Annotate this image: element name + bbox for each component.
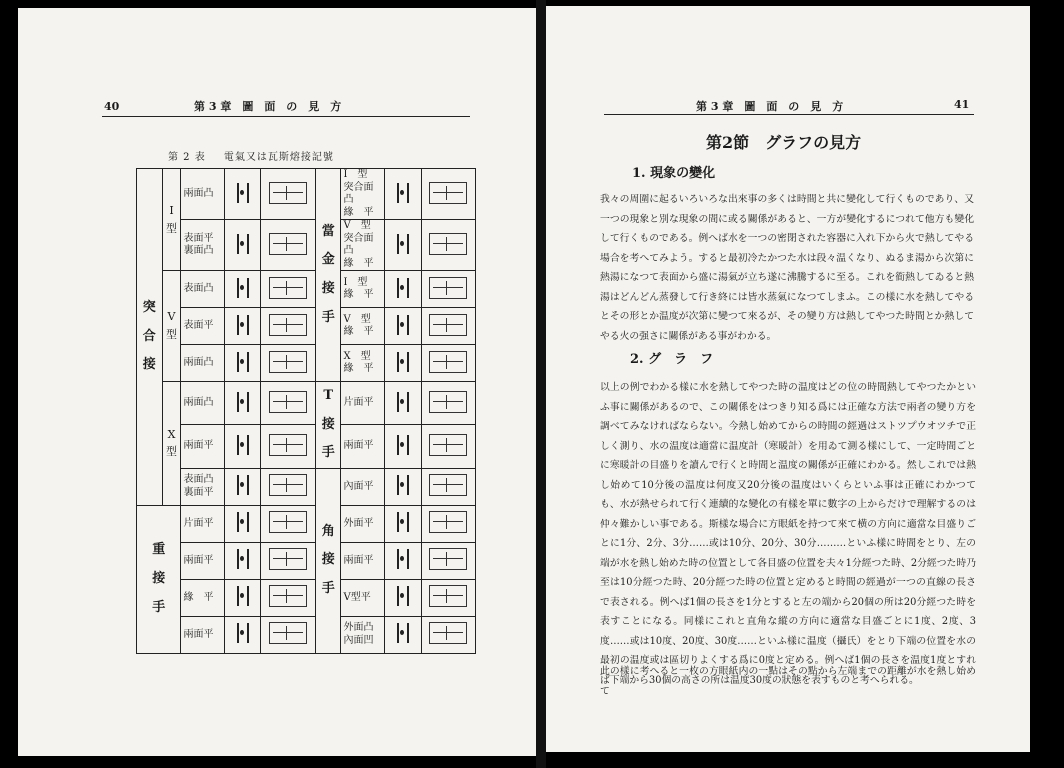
table-row — [137, 425, 476, 468]
table-row — [137, 579, 476, 616]
joint-finish-label: 表面平 — [181, 308, 224, 345]
joint-finish-label: V 型 緣 平 — [341, 308, 384, 345]
weld-symbol — [224, 345, 261, 382]
joint-finish-label: 兩面平 — [341, 542, 384, 579]
joint-finish-label: 表面平 裏面凸 — [181, 220, 224, 271]
weld-symbol-icon — [397, 435, 409, 455]
joint-diagram-icon — [269, 511, 307, 533]
joint-finish-label: 表面凸 — [181, 271, 224, 308]
joint-diagram-icon — [269, 233, 307, 255]
joint-group-label: 突 合 接 — [137, 169, 163, 506]
weld-symbol — [224, 308, 261, 345]
weld-symbol-icon — [237, 475, 249, 495]
joint-finish-label: 兩面平 — [181, 616, 224, 653]
joint-diagram-icon — [429, 474, 467, 496]
joint-finish-label: 緣 平 — [181, 579, 224, 616]
weld-symbol — [224, 616, 261, 653]
joint-finish-label: 內面平 — [341, 468, 384, 505]
subsection-title: 2. グ ラ フ — [630, 352, 714, 367]
joint-diagram — [261, 616, 315, 653]
joint-diagram-icon — [429, 391, 467, 413]
section-title: 第2節 グラフの見方 — [706, 133, 862, 152]
joint-group-label: T 接 手 — [315, 382, 341, 469]
table-row — [137, 271, 476, 308]
weld-symbol — [384, 542, 421, 579]
table-row — [137, 308, 476, 345]
joint-group-label: 重 接 手 — [137, 505, 181, 653]
joint-diagram-icon — [429, 233, 467, 255]
weld-symbol-icon — [397, 586, 409, 606]
joint-finish-label: 兩面凸 — [181, 169, 224, 220]
joint-diagram-icon — [269, 585, 307, 607]
table-row — [137, 505, 476, 542]
joint-diagram — [261, 505, 315, 542]
weld-symbol-icon — [397, 549, 409, 569]
joint-finish-label: 兩面凸 — [181, 382, 224, 425]
right-page — [546, 6, 1030, 752]
joint-diagram — [421, 616, 476, 653]
weld-symbol-icon — [397, 392, 409, 412]
joint-diagram-icon — [429, 434, 467, 456]
weld-symbol-icon — [397, 623, 409, 643]
joint-diagram — [421, 468, 476, 505]
weld-symbol-icon — [397, 278, 409, 298]
joint-finish-label: 兩面凸 — [181, 345, 224, 382]
joint-diagram-icon — [429, 622, 467, 644]
joint-diagram-icon — [429, 548, 467, 570]
weld-symbol-icon — [397, 475, 409, 495]
weld-symbol-icon — [237, 315, 249, 335]
running-header: 第 3 章 圖 面 の 見 方 — [194, 100, 342, 113]
joint-finish-label: 外面平 — [341, 505, 384, 542]
left-page — [18, 8, 536, 756]
joint-diagram-icon — [269, 622, 307, 644]
weld-symbol — [224, 169, 261, 220]
joint-group-label: 角 接 手 — [315, 468, 341, 653]
joint-diagram — [421, 542, 476, 579]
joint-diagram — [261, 425, 315, 468]
joint-diagram — [261, 542, 315, 579]
weld-symbol — [224, 382, 261, 425]
weld-symbol — [384, 345, 421, 382]
weld-symbol — [384, 468, 421, 505]
joint-diagram — [421, 382, 476, 425]
joint-diagram-icon — [429, 314, 467, 336]
joint-diagram-icon — [429, 277, 467, 299]
weld-symbol — [224, 468, 261, 505]
joint-diagram-icon — [269, 351, 307, 373]
weld-symbol — [384, 382, 421, 425]
weld-symbol — [384, 579, 421, 616]
joint-diagram — [421, 308, 476, 345]
header-rule — [604, 114, 974, 115]
joint-finish-label: 片面平 — [341, 382, 384, 425]
joint-diagram — [421, 345, 476, 382]
joint-diagram — [421, 505, 476, 542]
weld-symbol — [224, 505, 261, 542]
table-row — [137, 382, 476, 425]
weld-symbol-icon — [237, 623, 249, 643]
paragraph: 以上の例でわかる樣に水を熱してやつた時の温度はどの位の時間熱してやつたかといふ事に關係があるので、この關係をはつきり知る爲には正確な方法で兩者の變り方を調べてみなければならない。今熱し始めてからの時間の經過はストツプウオツチで正しく測り、水の温度は適當に温度計（寒暖計）を用ゐて測る樣にして、一定時間ごとに寒暖計の目盛りを讀んで行くと時間と温度の關係が正確にわかる。然しこれでは熱し始めて10分後の温度は何度又20分後の温度はいくらといふ事は正確にわかつても、水が熱せられて行く連續的な變化の有樣を單に數字の上からだけで理解するのは仲々難かしい事である。斯樣な場合に方眼紙を持つて來て横の方向に適當な目盛りごとに1分、2分、3分……或は10分、20分、30分………といふ樣に時間をとり、左の端が水を熱し始めた時の位置として各目盛の位置を夫々1分經つた時、2分經つた時乃至は10分經つた時、20分經つた時の位置と定めると時間の經過が一つの直線の長さで表される。例へば1個の長さを1分とすると左の端から20個の所は20分經つた時を表すことになる。同樣にこれと直角な縱の方向に適當な目盛ごとに1度、2度、3度……或は10度、20度、30度……といふ樣に温度（攝氏）をとり下端の位置を水の最初の温度或は區切りよくする爲に0度と定める。例へば1個の長さを温度1度とすれば下端から30個の高さの所は温度30度の狀態を表すものと考へられる。 — [600, 382, 976, 686]
page-number: 40 — [104, 100, 120, 113]
joint-diagram-icon — [429, 182, 467, 204]
welding-symbol-table — [136, 168, 476, 654]
weld-symbol — [384, 505, 421, 542]
joint-diagram-icon — [269, 182, 307, 204]
weld-symbol — [384, 271, 421, 308]
joint-diagram — [261, 169, 315, 220]
weld-symbol — [224, 220, 261, 271]
table-row — [137, 220, 476, 271]
joint-finish-label: 兩面平 — [181, 425, 224, 468]
joint-diagram — [421, 271, 476, 308]
subsection-title: 1. 現象の變化 — [632, 166, 716, 181]
weld-symbol-icon — [237, 352, 249, 372]
joint-diagram-icon — [269, 548, 307, 570]
joint-diagram-icon — [269, 277, 307, 299]
joint-subtype-label: V 型 — [162, 271, 181, 382]
weld-symbol-icon — [397, 512, 409, 532]
weld-symbol — [384, 616, 421, 653]
weld-symbol-icon — [397, 352, 409, 372]
table-row — [137, 169, 476, 220]
weld-symbol-icon — [397, 183, 409, 203]
page-number: 41 — [954, 98, 970, 111]
joint-finish-label: 兩面平 — [181, 542, 224, 579]
joint-finish-label: I 型 緣 平 — [341, 271, 384, 308]
joint-diagram — [261, 579, 315, 616]
weld-symbol-icon — [237, 392, 249, 412]
joint-diagram — [261, 308, 315, 345]
weld-symbol-icon — [237, 234, 249, 254]
joint-finish-label: 表面凸 裏面平 — [181, 468, 224, 505]
joint-finish-label: V型平 — [341, 579, 384, 616]
table-caption — [168, 148, 348, 163]
joint-diagram — [421, 579, 476, 616]
table-number: 第 2 表 — [168, 152, 206, 163]
header-rule — [102, 116, 470, 117]
weld-symbol — [224, 542, 261, 579]
weld-symbol-icon — [237, 586, 249, 606]
joint-finish-label: I 型 突合面凸 緣 平 — [341, 169, 384, 220]
weld-symbol — [384, 308, 421, 345]
joint-diagram — [261, 220, 315, 271]
table-row — [137, 616, 476, 653]
weld-symbol-icon — [397, 234, 409, 254]
joint-diagram-icon — [269, 434, 307, 456]
paragraph: 我々の周圍に起るいろいろな出來事の多くは時間と共に變化して行くものであり、又一つの現象と別な現象の間に或る關係があると、一方が變化するにつれて他方も變化して行くものである。例へば水を一つの密閉された容器に入れ下から火で熱してやる場合を考へてみよう。すると最初冷たかつた水は段々温くなり、ぬるま湯から次第に熱湯になつて表面から盛に湯氣が立ち遂に沸騰するに至る。これを衜熱してゐると熱湯はどんどん蒸發して行き終には皆水蒸氣になつてしまふ。この樣に水を熱してやるとその形とか温度が次第に變つて來るが、その變り方は熱してやつた時間とか熱してやる火の强さに關係がある事がわかる。 — [600, 194, 974, 342]
joint-diagram-icon — [429, 511, 467, 533]
joint-subtype-label: X 型 — [162, 382, 181, 506]
joint-diagram — [421, 169, 476, 220]
joint-finish-label: V 型 突合面凸 緣 平 — [341, 220, 384, 271]
weld-symbol-icon — [237, 278, 249, 298]
paragraph: 此の樣に考へると一枚の方眼紙内の一點はその點から左端までの距離が水を熱し始めて — [600, 666, 976, 697]
weld-symbol — [384, 169, 421, 220]
joint-diagram — [261, 345, 315, 382]
joint-diagram-icon — [269, 474, 307, 496]
joint-subtype-label: I 型 — [162, 169, 181, 271]
table-row — [137, 542, 476, 579]
weld-symbol-icon — [237, 549, 249, 569]
joint-diagram — [261, 271, 315, 308]
joint-diagram-icon — [429, 585, 467, 607]
joint-diagram — [421, 220, 476, 271]
weld-symbol-icon — [237, 435, 249, 455]
running-header: 第 3 章 圖 面 の 見 方 — [696, 100, 844, 113]
weld-symbol — [224, 425, 261, 468]
weld-symbol-icon — [237, 512, 249, 532]
table-row — [137, 345, 476, 382]
weld-symbol-icon — [397, 315, 409, 335]
joint-finish-label: 外面凸 內面凹 — [341, 616, 384, 653]
weld-symbol — [384, 425, 421, 468]
book-gutter — [536, 0, 546, 768]
joint-diagram-icon — [269, 314, 307, 336]
weld-symbol — [384, 220, 421, 271]
joint-group-label: 當 金 接 手 — [315, 169, 341, 382]
joint-diagram-icon — [269, 391, 307, 413]
joint-diagram — [261, 382, 315, 425]
weld-symbol-icon — [237, 183, 249, 203]
joint-diagram — [421, 425, 476, 468]
joint-finish-label: X 型 緣 平 — [341, 345, 384, 382]
joint-finish-label: 兩面平 — [341, 425, 384, 468]
weld-symbol — [224, 271, 261, 308]
joint-diagram — [261, 468, 315, 505]
table-title: 電氣又は瓦斯熔接記號 — [223, 152, 334, 163]
joint-finish-label: 片面平 — [181, 505, 224, 542]
joint-diagram-icon — [429, 351, 467, 373]
table-row — [137, 468, 476, 505]
weld-symbol — [224, 579, 261, 616]
